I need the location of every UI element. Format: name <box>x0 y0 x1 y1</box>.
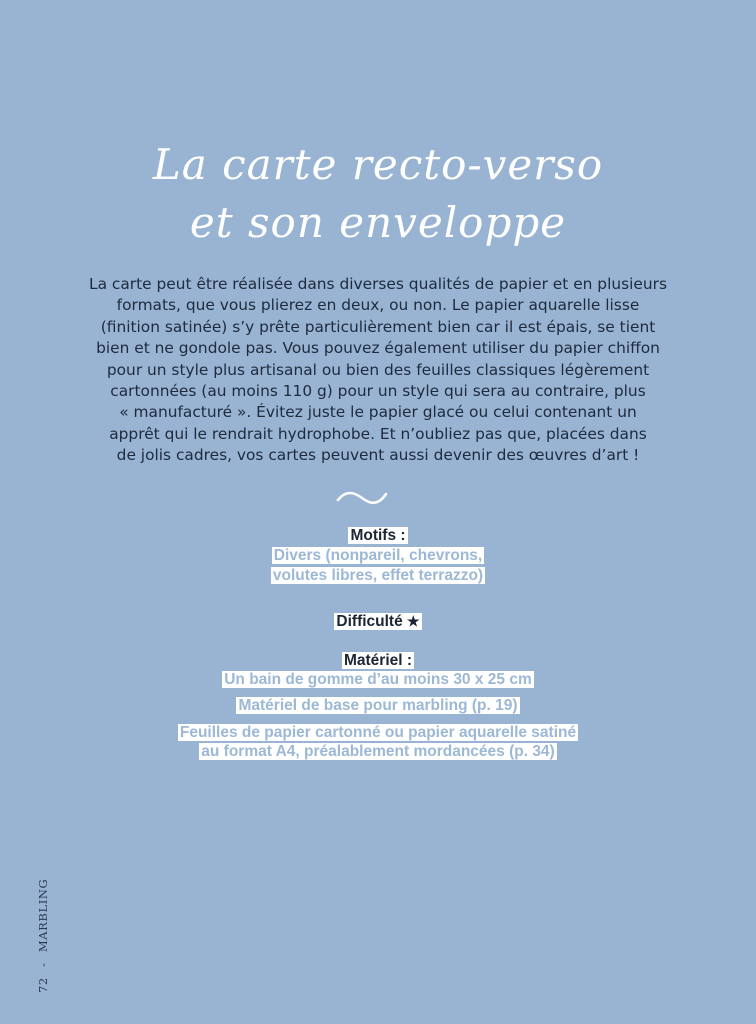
difficulty-row <box>0 612 756 631</box>
tilde-ornament-icon <box>334 488 390 508</box>
page-title-line-1: La carte recto-verso <box>152 140 604 190</box>
page-title <box>0 136 756 252</box>
intro-line: La carte peut être réalisée dans diverses qualités de papier et en plusieurs <box>89 275 667 293</box>
intro-line: cartonnées (au moins 110 g) pour un style qui sera au contraire, plus <box>110 382 646 401</box>
intro-line: pour un style plus artisanal ou bien des feuilles classiques légèrement <box>106 360 650 379</box>
folio-separator: - <box>36 962 50 967</box>
intro-line: formats, que vous plierez en deux, ou non. Le papier aquarelle lisse <box>116 296 640 315</box>
material-item-3-line-1: Feuilles de papier cartonné ou papier aquarelle satiné <box>179 724 577 741</box>
motifs-value-line-1: Divers (nonpareil, chevrons, <box>273 547 483 564</box>
material-item-1: Un bain de gomme d’au moins 30 x 25 cm <box>224 671 532 688</box>
section-name: MARBLING <box>36 878 50 953</box>
difficulty-label: Difficulté <box>336 613 403 630</box>
material-item-2: Matériel de base pour marbling (p. 19) <box>238 697 518 714</box>
page-number: 72 <box>36 977 50 993</box>
intro-line: apprêt qui le rendrait hydrophobe. Et n’oubliez pas que, placées dans <box>109 424 647 443</box>
page-title-line-2: et son enveloppe <box>189 198 567 248</box>
page-folio <box>26 878 50 993</box>
motifs-value-line-2: volutes libres, effet terrazzo) <box>272 567 484 584</box>
materials-label: Matériel : <box>343 652 413 669</box>
intro-line: « manufacturé ». Évitez juste le papier glacé ou celui contenant un <box>119 403 637 422</box>
star-icon: ★ <box>407 613 420 629</box>
intro-line: bien et ne gondole pas. Vous pouvez également utiliser du papier chiffon <box>96 339 660 358</box>
intro-line: de jolis cadres, vos cartes peuvent aussi devenir des œuvres d’art ! <box>116 446 640 465</box>
intro-paragraph <box>80 274 676 467</box>
material-item-3-line-2: au format A4, préalablement mordancées (p. 34) <box>201 743 555 760</box>
intro-line: (finition satinée) s’y prête particulièrement bien car il est épais, se tient <box>100 317 656 336</box>
motifs-label: Motifs : <box>350 527 406 544</box>
